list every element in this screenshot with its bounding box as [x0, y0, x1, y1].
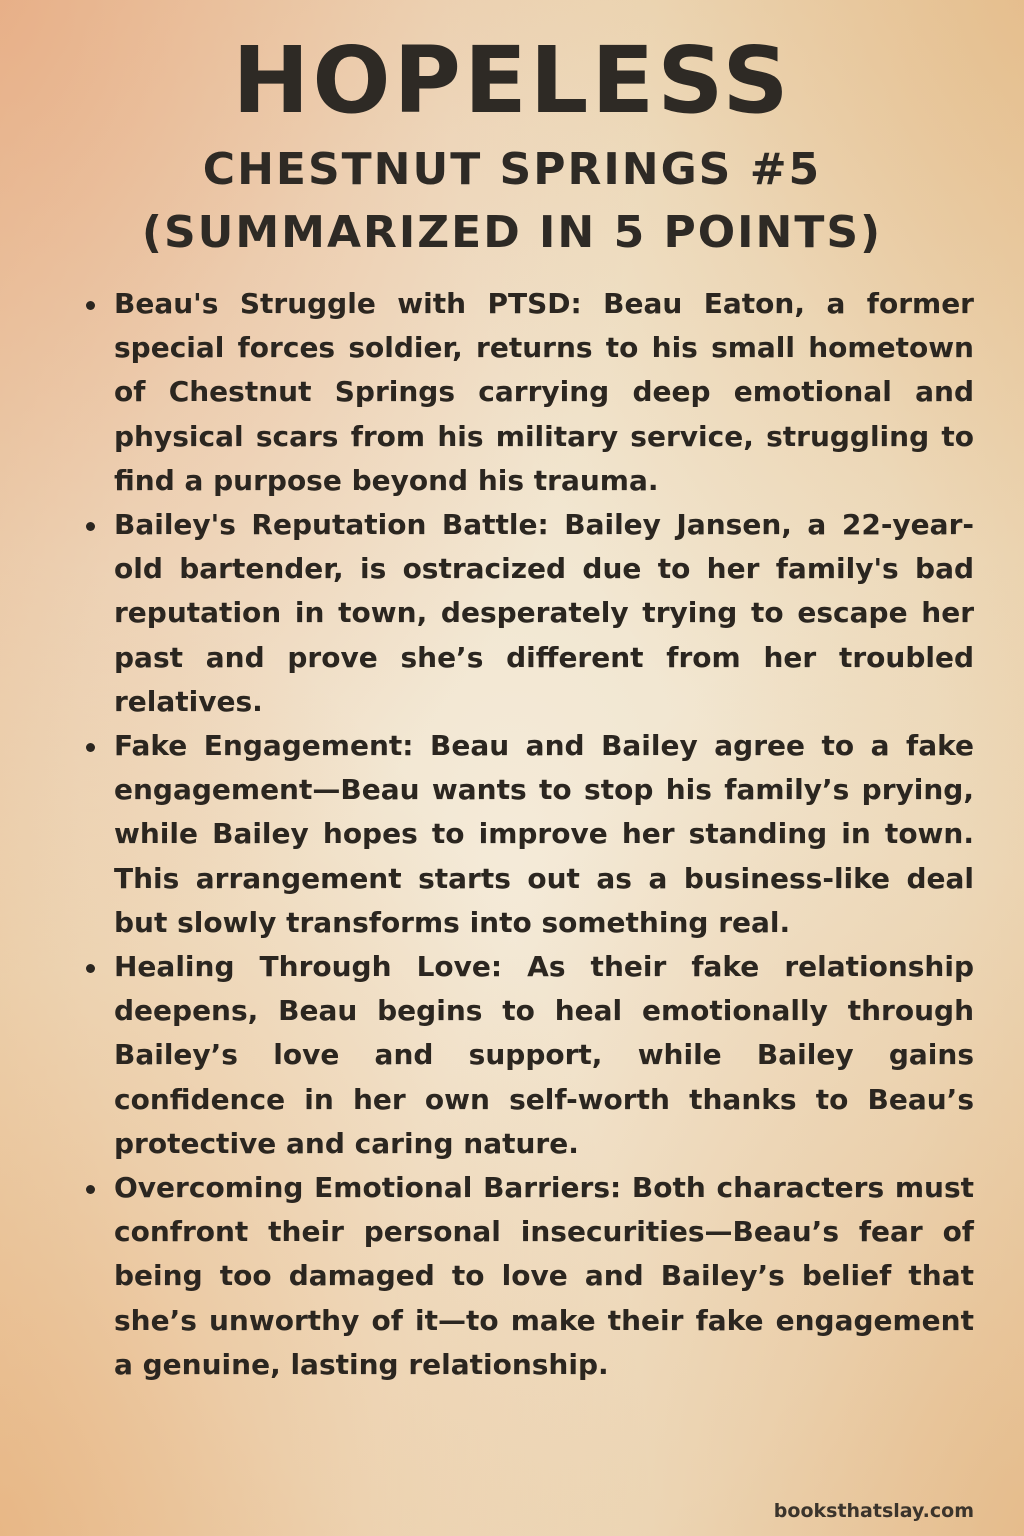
summary-point-1: Beau's Struggle with PTSD: Beau Eaton, a former special forces soldier, returns to his small hometown of Chestnut Springs carrying deep emotional and physical scars from his military service, struggling to find a purpose beyond his trauma. [82, 282, 974, 503]
website-credit[interactable]: booksthatslay.com [773, 1500, 974, 1522]
book-title: HOPELESS [232, 27, 792, 134]
summary-subtitle: (SUMMARIZED IN 5 POINTS) [141, 207, 883, 258]
summary-point-5: Overcoming Emotional Barriers: Both characters must confront their personal insecurities—Beau’s fear of being too damaged to love and Bailey’s belief that she’s unworthy of it—to make their fake engagement a genuine, lasting relationship. [82, 1166, 974, 1387]
summary-point-4: Healing Through Love: As their fake relationship deepens, Beau begins to heal emotionally through Bailey’s love and support, while Bailey gains confidence in her own self-worth thanks to Beau’s protective and caring nature. [82, 945, 974, 1166]
summary-points-list [82, 282, 974, 1387]
summary-point-3: Fake Engagement: Beau and Bailey agree to a fake engagement—Beau wants to stop his family’s prying, while Bailey hopes to improve her standing in town. This arrangement starts out as a business-like deal but slowly transforms into something real. [82, 724, 974, 945]
series-subtitle: CHESTNUT SPRINGS #5 [202, 144, 822, 195]
summary-point-2: Bailey's Reputation Battle: Bailey Jansen, a 22-year-old bartender, is ostracized due to her family's bad reputation in town, desperately trying to escape her past and prove she’s different from her troubled relatives. [82, 503, 974, 724]
